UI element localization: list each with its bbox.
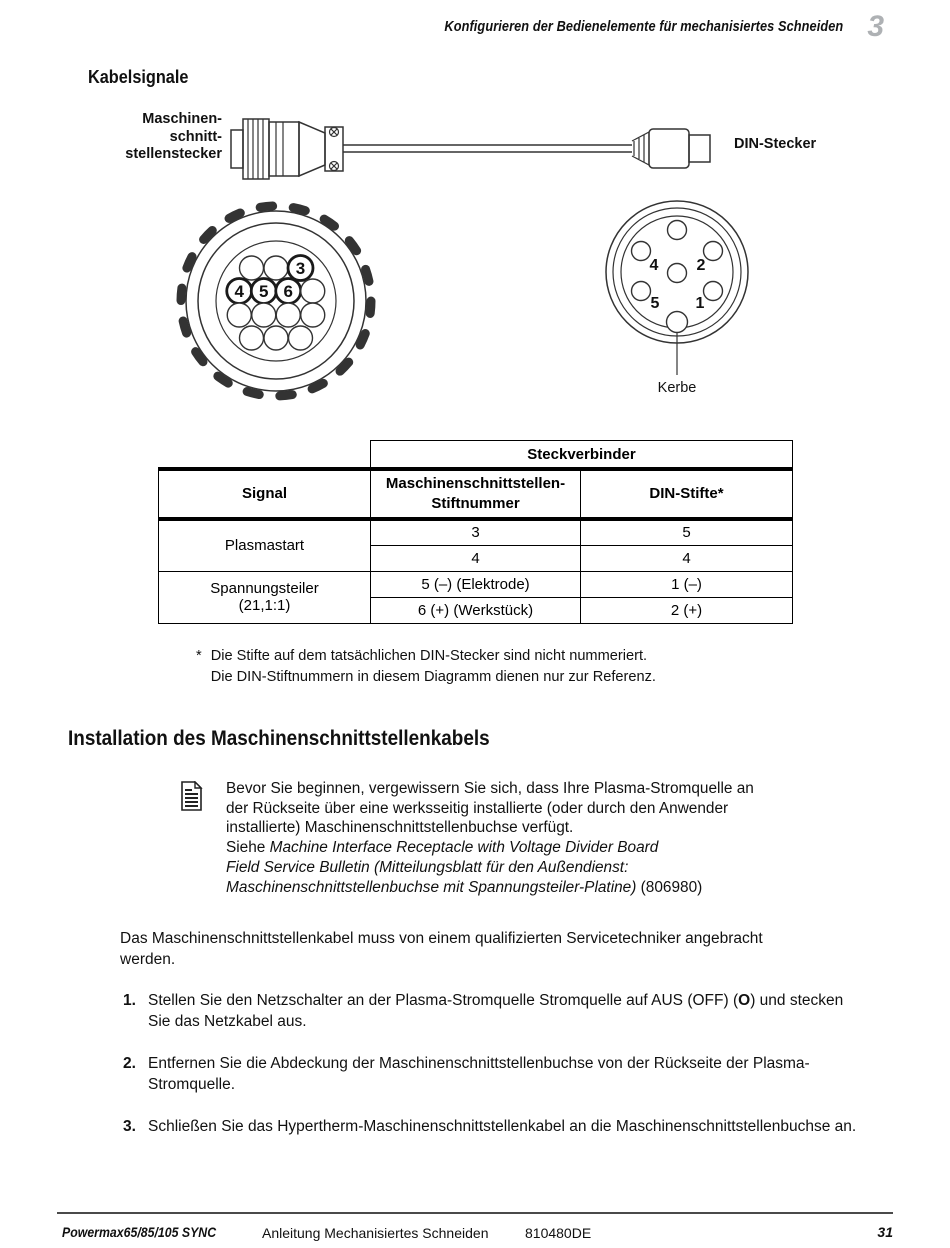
note-document-icon [179, 781, 203, 811]
cell-machine-pin: 4 [371, 545, 581, 571]
running-header [390, 12, 884, 42]
step-number: 3. [123, 1118, 136, 1135]
note-paragraph: Bevor Sie beginnen, vergewissern Sie sich, dass Ihre Plasma-Stromquelle an der Rückseite über eine werksseitig installierte (oder durch den Anwender installierte) Maschinenschnittstellenbuchse verfügt. [226, 780, 754, 837]
heading-kabelsignale: Kabelsignale [88, 66, 189, 87]
machine-connector-label: Maschinen- schnitt- stellenstecker [125, 111, 222, 162]
table-footnote [196, 646, 656, 688]
table-row [159, 571, 793, 597]
footer-manual-title: Anleitung Mechanisiertes Schneiden [262, 1225, 489, 1241]
din-pin-1-label: 1 [695, 295, 705, 312]
machine-connector-face-diagram [168, 193, 384, 409]
step-3 [123, 1117, 868, 1138]
step-text: Schließen Sie das Hypertherm-Maschinenschnittstellenkabel an die Maschinenschnittstellenbuchse an. [148, 1118, 857, 1135]
cell-machine-pin: 6 (+) (Werkstück) [371, 597, 581, 623]
cell-machine-pin: 3 [371, 519, 581, 545]
cell-machine-pin: 5 (–) (Elektrode) [371, 571, 581, 597]
table-group-header: Steckverbinder [371, 441, 793, 470]
table-row [159, 519, 793, 545]
din-pin-4-label: 4 [649, 257, 659, 274]
footer-part-number: 810480DE [525, 1225, 592, 1241]
din-connector-label: DIN-Stecker [734, 136, 817, 152]
step-number: 2. [123, 1055, 136, 1072]
step-2 [123, 1054, 868, 1096]
machine-pin-3-label: 3 [295, 259, 306, 278]
step-text: Entfernen Sie die Abdeckung der Maschinenschnittstellenbuchse von der Rückseite der Plasma-Stromquelle. [148, 1055, 810, 1093]
din-pin-5-label: 5 [650, 295, 660, 312]
footer [57, 1224, 893, 1246]
note-reference: Siehe Machine Interface Receptacle with Voltage Divider Board Field Service Bulletin (Mitteilungsblatt für den Außendienst: Maschinenschnittstellenbuchse mit Spannungsteiler-Platine) (806980) [226, 839, 703, 896]
footnote-marker: * [196, 648, 202, 664]
step-number: 1. [123, 992, 136, 1009]
machine-pin-6-label: 6 [283, 282, 293, 301]
step-1 [123, 991, 868, 1033]
din-connector-face-diagram [601, 196, 753, 396]
col-header-machine-pin: Maschinenschnittstellen-Stiftnummer [371, 469, 581, 519]
running-header-title: Konfigurieren der Bedienelemente für mechanisiertes Schneiden [444, 19, 844, 35]
footer-page-number: 31 [877, 1224, 893, 1240]
chapter-number: 3 [867, 10, 884, 43]
col-header-signal: Signal [159, 469, 371, 519]
intro-paragraph: Das Maschinenschnittstellenkabel muss von einem qualifizierten Servicetechniker angebracht werden. [120, 930, 763, 968]
note-text [226, 779, 766, 897]
cable-side-view-diagram [228, 110, 728, 188]
cell-din-pin: 4 [581, 545, 793, 571]
heading-installation: Installation des Maschinenschnittstellenkabels [68, 726, 490, 750]
cell-din-pin: 2 (+) [581, 597, 793, 623]
kerbe-label: Kerbe [657, 380, 697, 396]
machine-pin-4-label: 4 [234, 282, 244, 301]
machine-pin-5-label: 5 [259, 282, 269, 301]
footnote-text: Die Stifte auf dem tatsächlichen DIN-Stecker sind nicht nummeriert. Die DIN-Stiftnummern in diesem Diagramm dienen nur zur Referenz. [210, 648, 656, 685]
din-pin-2-label: 2 [696, 257, 706, 274]
footer-rule [57, 1212, 893, 1214]
signal-mapping-table [158, 440, 793, 624]
cell-din-pin: 1 (–) [581, 571, 793, 597]
cell-signal-spannungsteiler: Spannungsteiler (21,1:1) [159, 571, 371, 623]
cell-signal-plasmastart: Plasmastart [159, 519, 371, 571]
table-phantom-cell [159, 441, 371, 470]
step-text: Stellen Sie den Netzschalter an der Plasma-Stromquelle Stromquelle auf AUS (OFF) (O) und stecken Sie das Netzkabel aus. [148, 992, 844, 1030]
din-notch [667, 312, 688, 333]
footer-product: Powermax65/85/105 SYNC [62, 1224, 217, 1240]
cell-din-pin: 5 [581, 519, 793, 545]
col-header-din-pin: DIN-Stifte* [581, 469, 793, 519]
